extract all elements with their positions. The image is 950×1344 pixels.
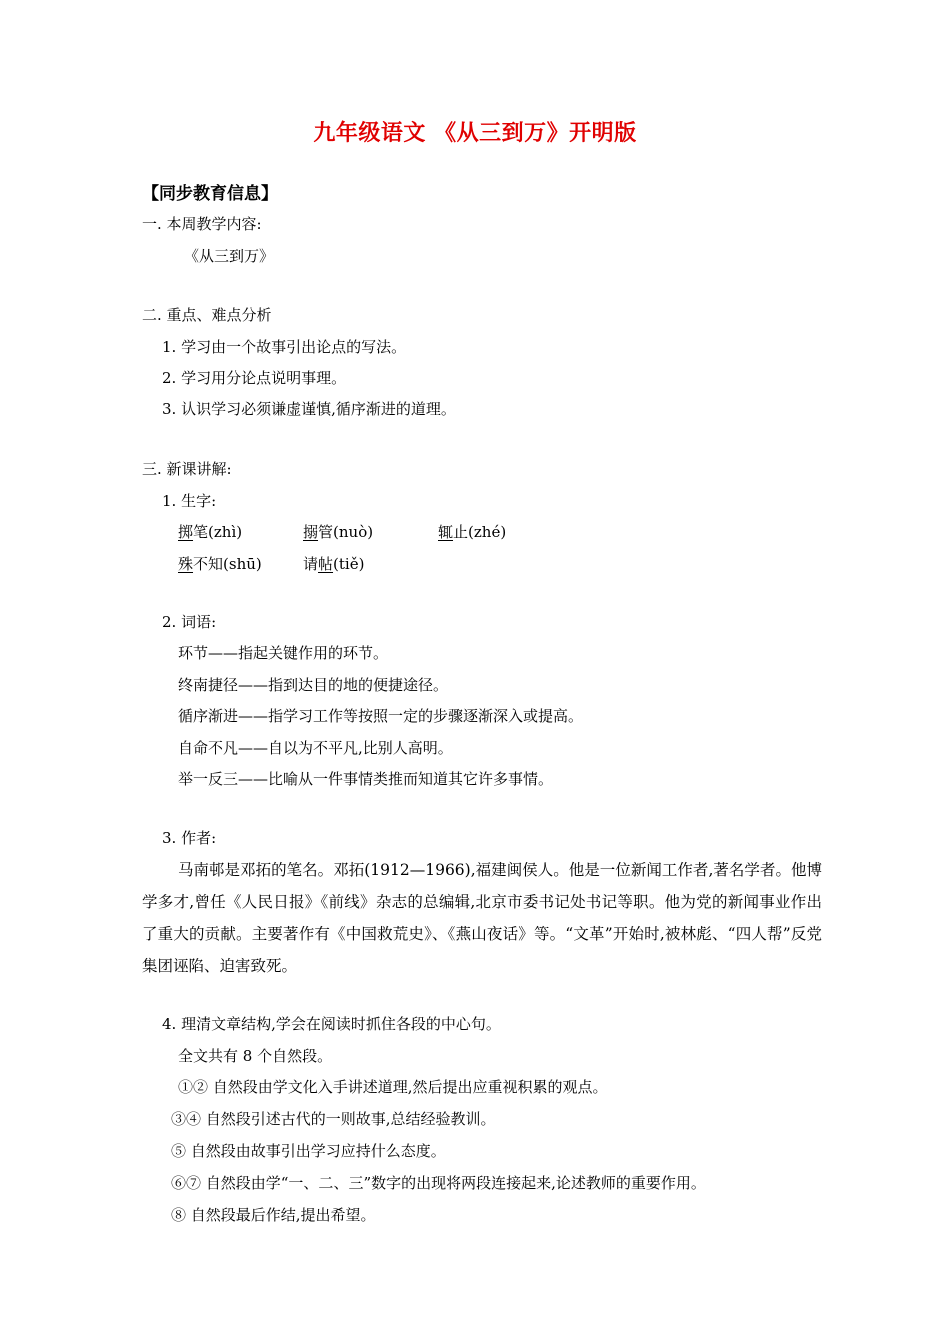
structure-item: ①② 自然段由学文化入手讲述道理,然后提出应重视积累的观点。 — [178, 1078, 608, 1096]
char-underlined: 掷 — [178, 523, 194, 541]
char-prefix: 请 — [303, 555, 319, 573]
structure-intro: 全文共有 8 个自然段。 — [178, 1047, 333, 1065]
chars-heading: 1. 生字: — [162, 492, 217, 510]
char-pinyin: (nuò) — [333, 523, 374, 541]
structure-item: ⑧ 自然段最后作结,提出希望。 — [171, 1206, 376, 1224]
char-rest: 止 — [453, 523, 469, 541]
structure-item: ③④ 自然段引述古代的一则故事,总结经验教训。 — [171, 1110, 496, 1128]
char-underlined: 搦 — [303, 523, 319, 541]
s2-item: 1. 学习由一个故事引出论点的写法。 — [162, 338, 407, 356]
char-pinyin: (shū) — [223, 555, 262, 573]
char-item — [438, 522, 506, 542]
author-heading: 3. 作者: — [162, 829, 217, 847]
char-item — [303, 522, 373, 542]
structure-heading: 4. 理清文章结构,学会在阅读时抓住各段的中心句。 — [162, 1015, 501, 1033]
char-rest: 笔 — [193, 523, 209, 541]
word-item: 举一反三——比喻从一件事情类推而知道其它许多事情。 — [178, 770, 554, 788]
author-paragraph: 马南邨是邓拓的笔名。邓拓(1912—1966),福建闽侯人。他是一位新闻工作者,著名学者。他博学多才,曾任《人民日报》《前线》杂志的总编辑,北京市委书记处书记等职。他为党的新闻事业作出了重大的贡献。主要著作有《中国救荒史》、《燕山夜话》等。“文革”开始时,被林彪、“四人帮”反党集团诬陷、迫害致死。 — [142, 861, 822, 975]
word-item: 循序渐进——指学习工作等按照一定的步骤逐渐深入或提高。 — [178, 707, 584, 725]
char-underlined: 殊 — [178, 555, 194, 573]
char-pinyin: (zhé) — [468, 523, 507, 541]
s3-heading: 三. 新课讲解: — [142, 460, 232, 478]
char-item — [303, 554, 364, 574]
s1-content: 《从三到万》 — [184, 247, 275, 265]
structure-item: ⑥⑦ 自然段由学“一、二、三”数字的出现将两段连接起来,论述教师的重要作用。 — [171, 1174, 706, 1192]
word-item: 环节——指起关键作用的环节。 — [178, 644, 389, 662]
word-item: 自命不凡——自以为不平凡,比别人高明。 — [178, 739, 453, 757]
s1-heading: 一. 本周教学内容: — [142, 215, 262, 233]
char-pinyin: (zhì) — [208, 523, 243, 541]
char-item — [178, 554, 262, 574]
char-underlined: 辄 — [438, 523, 454, 541]
char-rest: 管 — [318, 523, 334, 541]
structure-item: ⑤ 自然段由故事引出学习应持什么态度。 — [171, 1142, 446, 1160]
char-underlined: 帖 — [318, 555, 334, 573]
word-item: 终南捷径——指到达目的地的便捷途径。 — [178, 676, 449, 694]
words-heading: 2. 词语: — [162, 613, 217, 631]
page-title: 九年级语文 《从三到万》开明版 — [313, 120, 637, 146]
section-heading: 【同步教育信息】 — [142, 184, 278, 204]
s2-item: 2. 学习用分论点说明事理。 — [162, 369, 347, 387]
char-rest: 不知 — [193, 555, 224, 573]
s2-item: 3. 认识学习必须谦虚谨慎,循序渐进的道理。 — [162, 400, 456, 418]
s2-heading: 二. 重点、难点分析 — [142, 306, 272, 324]
char-pinyin: (tiě) — [333, 555, 365, 573]
char-item — [178, 522, 242, 542]
